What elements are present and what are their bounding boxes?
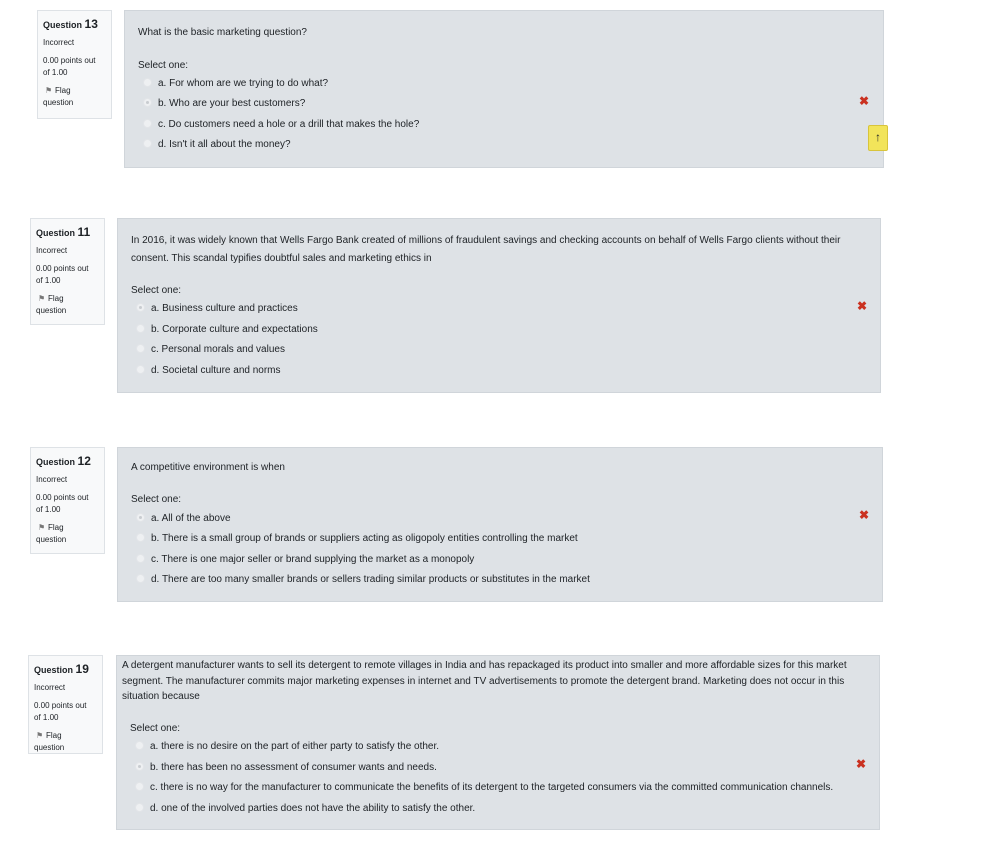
flag-question-link[interactable]: ⚑ Flag question (36, 523, 67, 544)
incorrect-x-icon: ✖ (859, 508, 870, 522)
radio-button[interactable] (136, 533, 145, 542)
radio-button[interactable] (143, 119, 152, 128)
radio-button[interactable] (143, 139, 152, 148)
flag-question-link[interactable]: ⚑ Flag question (34, 731, 65, 752)
answer-option-c[interactable]: c. Personal morals and values (136, 343, 285, 357)
answer-option-d[interactable]: d. Isn't it all about the money? (143, 138, 291, 152)
answer-option-c[interactable]: c. Do customers need a hole or a drill that makes the hole? (143, 118, 419, 132)
question-number: Question 13 (43, 17, 98, 31)
select-one-prompt: Select one: (131, 494, 182, 505)
select-one-prompt: Select one: (138, 60, 189, 71)
question-grade: 0.00 points out of 1.00 (43, 56, 96, 77)
answer-option-b[interactable]: b. There is a small group of brands or suppliers acting as oligopoly entities controlling the market (136, 532, 578, 546)
radio-button[interactable] (136, 574, 145, 583)
answer-option-b[interactable]: b. Who are your best customers? (143, 97, 305, 111)
radio-button[interactable] (136, 324, 145, 333)
answer-option-c[interactable]: c. There is one major seller or brand supplying the market as a monopoly (136, 553, 474, 567)
radio-button[interactable] (136, 554, 145, 563)
radio-button-selected[interactable] (136, 303, 145, 312)
question-number: Question 19 (34, 662, 89, 676)
radio-button-selected[interactable] (135, 762, 144, 771)
radio-button[interactable] (136, 344, 145, 353)
flag-icon: ⚑ (36, 731, 44, 740)
incorrect-x-icon: ✖ (856, 757, 867, 771)
question-number: Question 12 (36, 454, 91, 468)
question-info (28, 655, 103, 754)
radio-button[interactable] (143, 78, 152, 87)
radio-button[interactable] (135, 782, 144, 791)
question-text: In 2016, it was widely known that Wells Fargo Bank created of millions of fraudulent savings and checking accounts on behalf of Wells Fargo clients without their consent. This scandal typifies doubtful sales and marketing ethics in (131, 235, 841, 264)
question-text: What is the basic marketing question? (138, 27, 307, 38)
answer-option-d[interactable]: d. There are too many smaller brands or sellers trading similar products or substitutes in the market (136, 573, 590, 587)
question-content (116, 655, 880, 830)
radio-button[interactable] (136, 365, 145, 374)
answer-option-d[interactable]: d. Societal culture and norms (136, 364, 281, 378)
question-number: Question 11 (36, 225, 91, 239)
radio-button-selected[interactable] (143, 98, 152, 107)
incorrect-x-icon: ✖ (857, 299, 868, 313)
question-content (117, 447, 883, 602)
question-grade: 0.00 points out of 1.00 (36, 493, 89, 514)
answer-option-a[interactable]: a. All of the above (136, 512, 231, 526)
question-info (30, 218, 105, 325)
answer-option-a[interactable]: a. there is no desire on the part of either party to satisfy the other. (135, 740, 439, 754)
question-text: A detergent manufacturer wants to sell its detergent to remote villages in India and has repackaged its product into smaller and more affordable sizes for this market segment. The manufacturer commits major marketing expenses in internet and TV advertisements to promote the detergent brand. Marketing does not occur in this situation because (122, 660, 847, 702)
incorrect-x-icon: ✖ (859, 94, 870, 108)
answer-option-b[interactable]: b. Corporate culture and expectations (136, 323, 318, 337)
radio-button-selected[interactable] (136, 513, 145, 522)
answer-option-a[interactable]: a. For whom are we trying to do what? (143, 77, 328, 91)
flag-question-link[interactable]: ⚑ Flag question (36, 294, 67, 315)
flag-icon: ⚑ (38, 294, 46, 303)
question-state: Incorrect (36, 246, 68, 255)
radio-button[interactable] (135, 803, 144, 812)
select-one-prompt: Select one: (130, 723, 181, 734)
answer-option-a[interactable]: a. Business culture and practices (136, 302, 298, 316)
flag-icon: ⚑ (38, 523, 46, 532)
question-content (117, 218, 881, 393)
question-state: Incorrect (43, 38, 75, 47)
flag-question-link[interactable]: ⚑ Flag question (43, 86, 74, 107)
select-one-prompt: Select one: (131, 285, 182, 296)
arrow-up-icon[interactable]: ↑ (868, 125, 888, 151)
question-state: Incorrect (34, 683, 66, 692)
answer-option-b[interactable]: b. there has been no assessment of consumer wants and needs. (135, 761, 437, 775)
question-content (124, 10, 884, 168)
radio-button[interactable] (135, 741, 144, 750)
question-info (37, 10, 112, 119)
question-grade: 0.00 points out of 1.00 (36, 264, 89, 285)
answer-option-c[interactable]: c. there is no way for the manufacturer to communicate the benefits of its detergent to the targeted consumers via the committed communication channels. (135, 781, 833, 795)
question-info (30, 447, 105, 554)
question-grade: 0.00 points out of 1.00 (34, 701, 87, 722)
question-state: Incorrect (36, 475, 68, 484)
answer-option-d[interactable]: d. one of the involved parties does not have the ability to satisfy the other. (135, 802, 475, 816)
question-text: A competitive environment is when (131, 462, 285, 473)
flag-icon: ⚑ (45, 86, 53, 95)
